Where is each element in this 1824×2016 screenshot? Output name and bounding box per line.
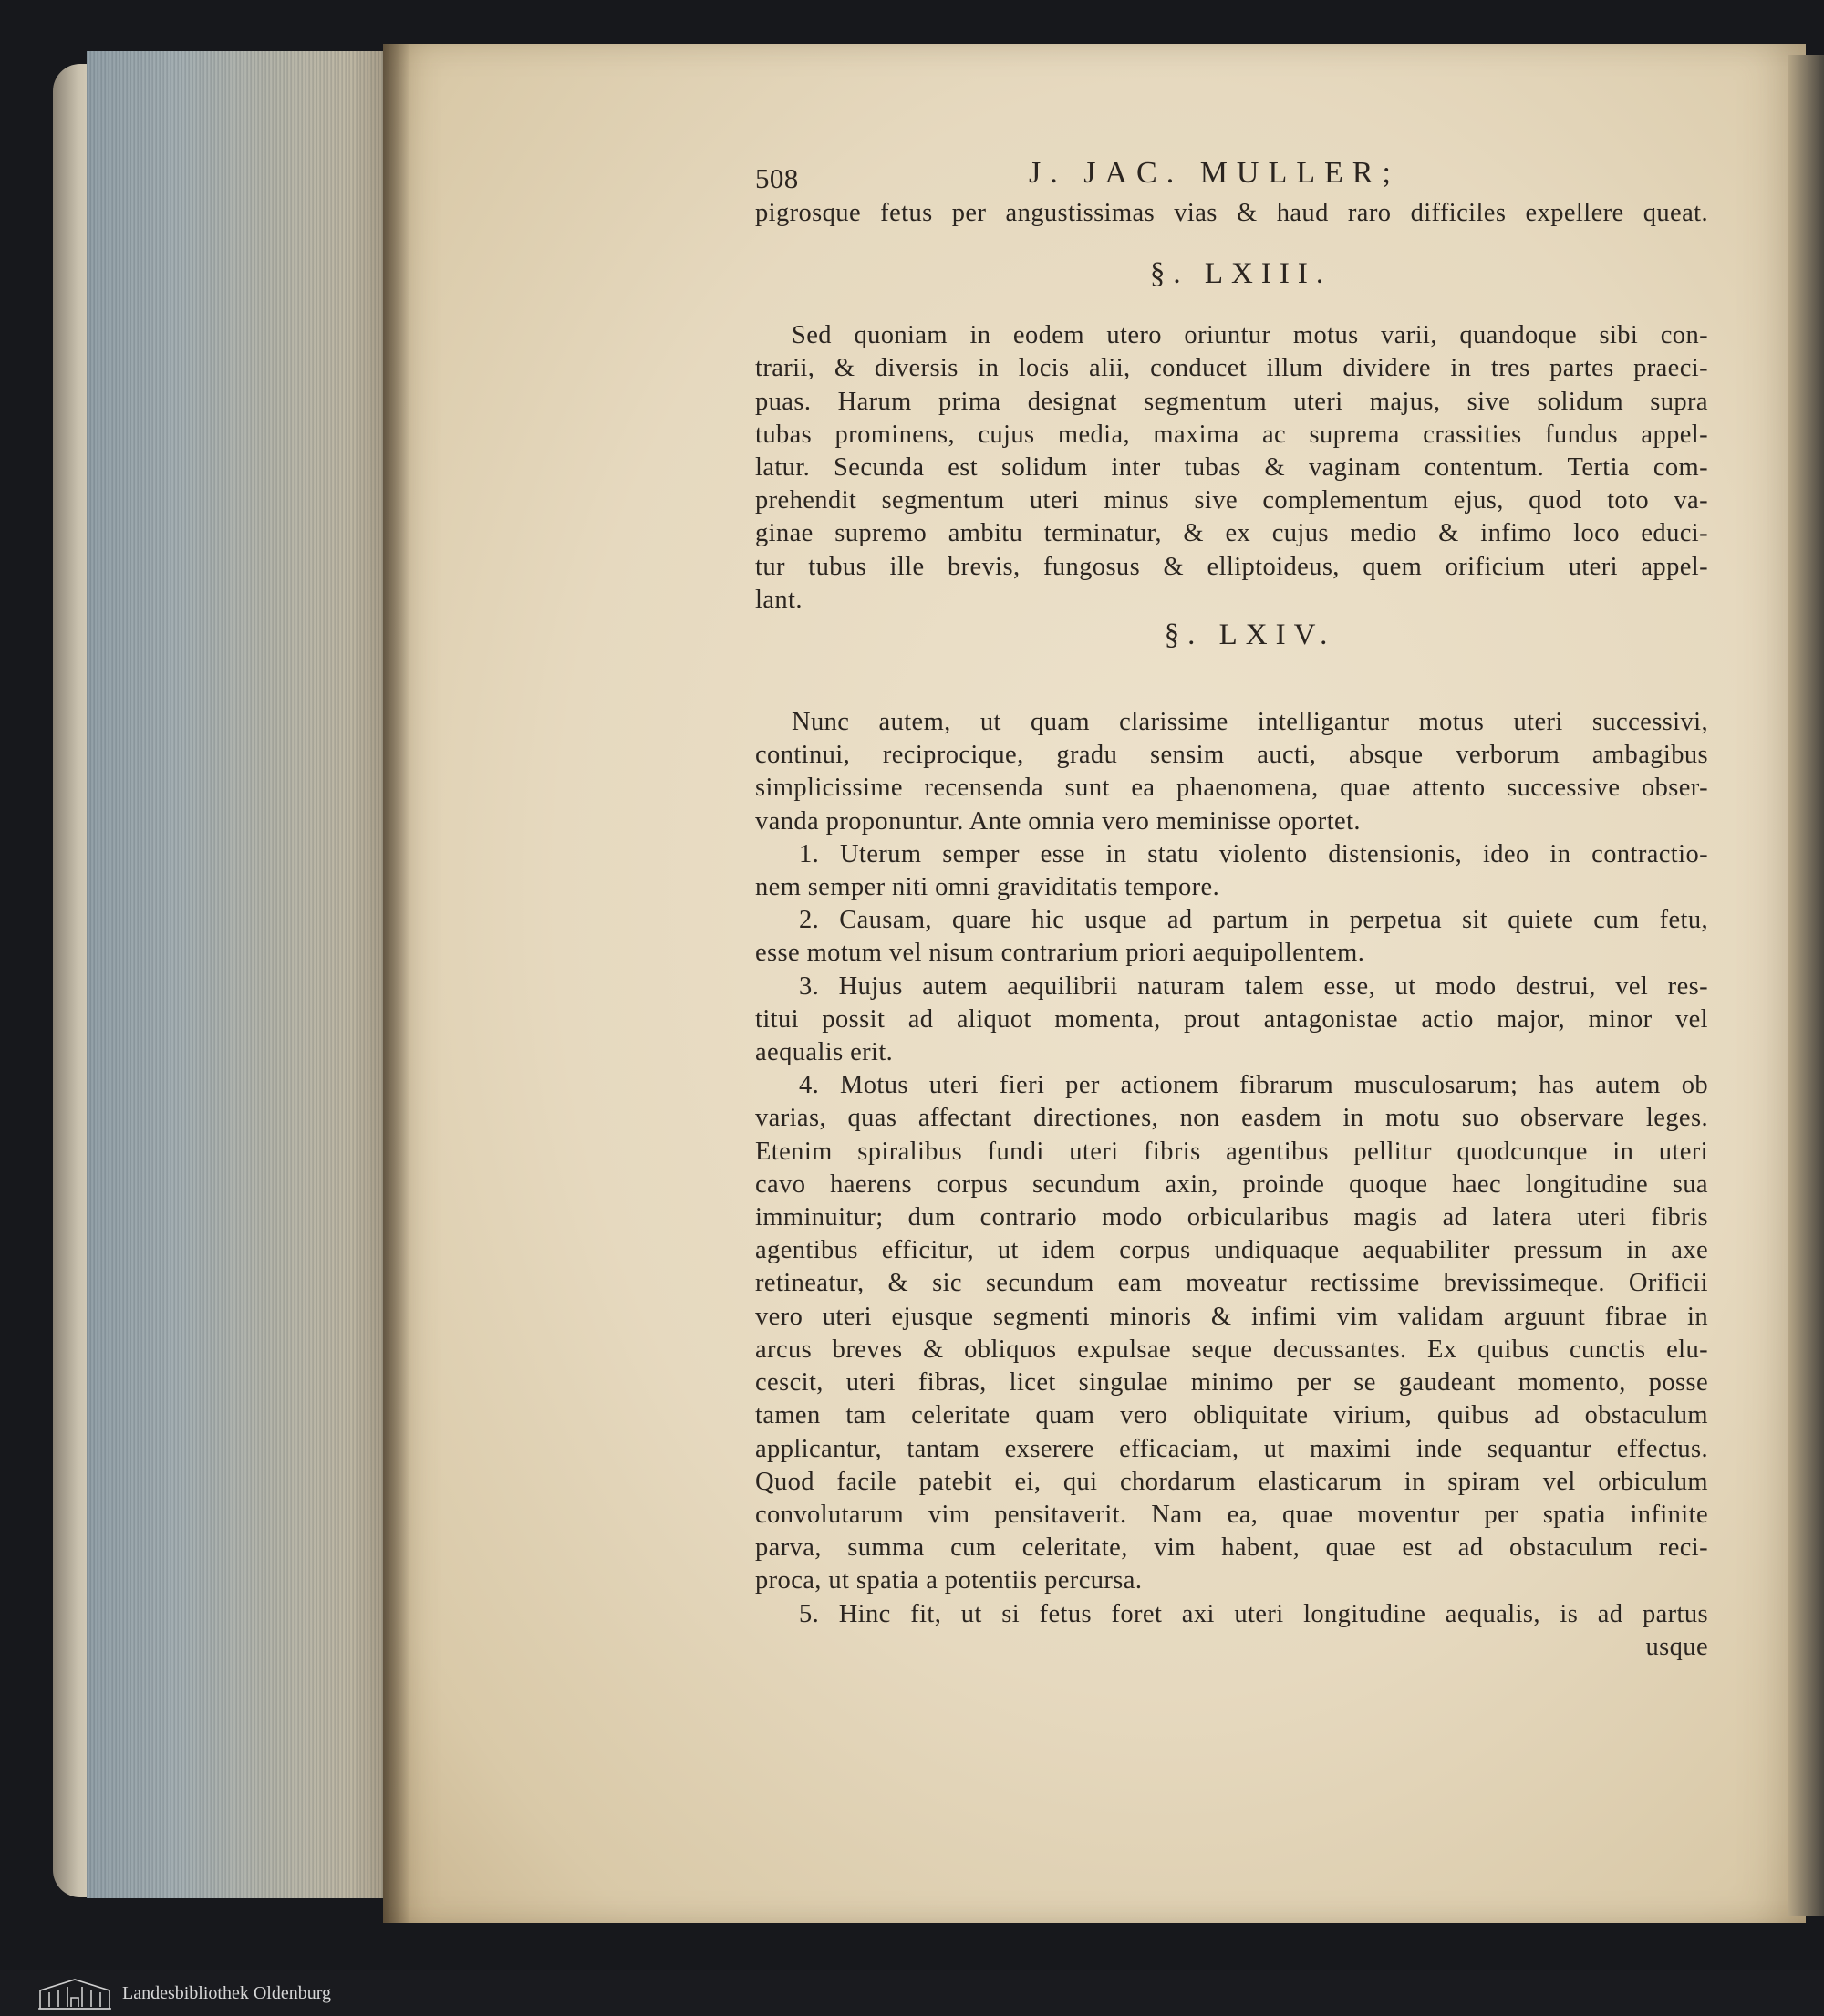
- text-line: cescit, uteri fibras, licet singulae minimo per se gaudeant momento, posse: [755, 1368, 1708, 1398]
- text-line: tubas prominens, cujus media, maxima ac suprema crassities fundus appel-: [755, 420, 1708, 449]
- text-line: Sed quoniam in eodem utero oriuntur motus varii, quandoque sibi con-: [792, 321, 1708, 350]
- numbered-item: [755, 1598, 1708, 1631]
- text-line: Etenim spiralibus fundi uteri fibris agentibus pellitur quodcunque in uteri: [755, 1137, 1708, 1166]
- numbered-item: [755, 904, 1708, 970]
- text-line: vanda proponuntur. Ante omnia vero meminisse oportet.: [755, 806, 1361, 836]
- text-line: retineatur, & sic secundum eam moveatur rectissime brevissimeque. Orificii: [755, 1269, 1708, 1298]
- text-line: imminuitur; dum contrario modo orbicularibus magis ad latera uteri fibris: [755, 1203, 1708, 1232]
- text-line: tur tubus ille brevis, fungosus & elliptoideus, quem orificium uteri appel-: [755, 552, 1708, 581]
- text-line: arcus breves & obliquos expulsae seque decussantes. Ex quibus cunctis elu-: [755, 1335, 1708, 1364]
- numbered-item: [755, 838, 1708, 904]
- text-line: 1. Uterum semper esse in statu violento distensionis, ideo in contractio-: [799, 839, 1708, 868]
- text-line: vero uteri ejusque segmenti minoris & infimi vim validam arguunt fibrae in: [755, 1302, 1708, 1331]
- text-line: trarii, & diversis in locis alii, conducet illum dividere in tres partes praeci-: [755, 354, 1708, 383]
- text-line: proca, ut spatia a potentiis percursa.: [755, 1566, 1143, 1595]
- text-line: puas. Harum prima designat segmentum uteri majus, sive solidum supra: [755, 387, 1708, 416]
- page-block-edges: [87, 51, 397, 1898]
- facing-page-edge: [1788, 55, 1824, 1916]
- text-line: parva, summa cum celeritate, vim habent, quae est ad obstaculum reci-: [755, 1533, 1708, 1563]
- text-line: 5. Hinc fit, ut si fetus foret axi uteri longitudine aequalis, is ad partus: [799, 1599, 1708, 1628]
- opening-line: pigrosque fetus per angustissimas vias & haud raro difficiles expellere queat.: [755, 199, 1708, 227]
- text-line: 3. Hujus autem aequilibrii naturam talem esse, ut modo destrui, vel res-: [799, 972, 1708, 1001]
- section-paragraph: [755, 319, 1708, 617]
- section-heading: §. LXIII.: [1149, 257, 1332, 291]
- text-line: 2. Causam, quare hic usque ad partum in perpetua sit quiete cum fetu,: [799, 906, 1708, 935]
- text-line: tamen tam celeritate quam vero obliquitate virium, quibus ad obstaculum: [755, 1401, 1708, 1430]
- text-line: agentibus efficitur, ut idem corpus undiquaque aequabiliter pressum in axe: [755, 1236, 1708, 1265]
- catchword: usque: [1645, 1632, 1708, 1661]
- text-line: Nunc autem, ut quam clarissime intelligantur motus uteri successivi,: [792, 708, 1708, 737]
- text-line: continui, reciprocique, gradu sensim aucti, absque verborum ambagibus: [755, 741, 1708, 770]
- text-line: Quod facile patebit ei, qui chordarum elasticarum in spiram vel orbiculum: [755, 1467, 1708, 1496]
- text-line: lant.: [755, 585, 803, 614]
- section-paragraph: [755, 706, 1708, 1664]
- page-number: 508: [755, 162, 799, 194]
- library-name: Landesbibliothek Oldenburg: [122, 1983, 332, 2003]
- footer-bar: [0, 1970, 1824, 2016]
- text-line: varias, quas affectant directiones, non easdem in motu suo observare leges.: [755, 1104, 1708, 1133]
- text-line: ginae supremo ambitu terminatur, & ex cujus medio & infimo loco educi-: [755, 519, 1708, 548]
- section-heading: §. LXIV.: [1164, 618, 1336, 652]
- gutter-shadow: [383, 44, 410, 1923]
- page-header: [755, 155, 1708, 197]
- text-line: simplicissime recensenda sunt ea phaenomena, quae attento successive obser-: [755, 774, 1708, 803]
- library-building-logo-icon: [36, 1976, 113, 2011]
- numbered-item: [755, 1069, 1708, 1597]
- text-line: cavo haerens corpus secundum axin, proinde quoque haec longitudine sua: [755, 1169, 1708, 1199]
- text-line: titui possit ad aliquot momenta, prout antagonistae actio major, minor vel: [755, 1004, 1708, 1034]
- page-text: [755, 155, 1708, 1664]
- numbered-item: [755, 971, 1708, 1070]
- text-line: nem semper niti omni graviditatis tempore.: [755, 873, 1220, 902]
- text-line: aequalis erit.: [755, 1038, 894, 1067]
- text-line: latur. Secunda est solidum inter tubas & vaginam contentum. Tertia com-: [755, 453, 1708, 483]
- text-line: 4. Motus uteri fieri per actionem fibrarum musculosarum; has autem ob: [799, 1071, 1708, 1100]
- text-line: esse motum vel nisum contrarium priori aequipollentem.: [755, 939, 1365, 968]
- running-head: J. JAC. MULLER;: [1029, 156, 1400, 190]
- text-line: convolutarum vim pensitaverit. Nam ea, quae moventur per spatia infinite: [755, 1500, 1708, 1529]
- text-line: applicantur, tantam exserere efficaciam, ut maximi inde sequantur effectus.: [755, 1434, 1708, 1463]
- text-line: prehendit segmentum uteri minus sive complementum ejus, quod toto va-: [755, 486, 1708, 515]
